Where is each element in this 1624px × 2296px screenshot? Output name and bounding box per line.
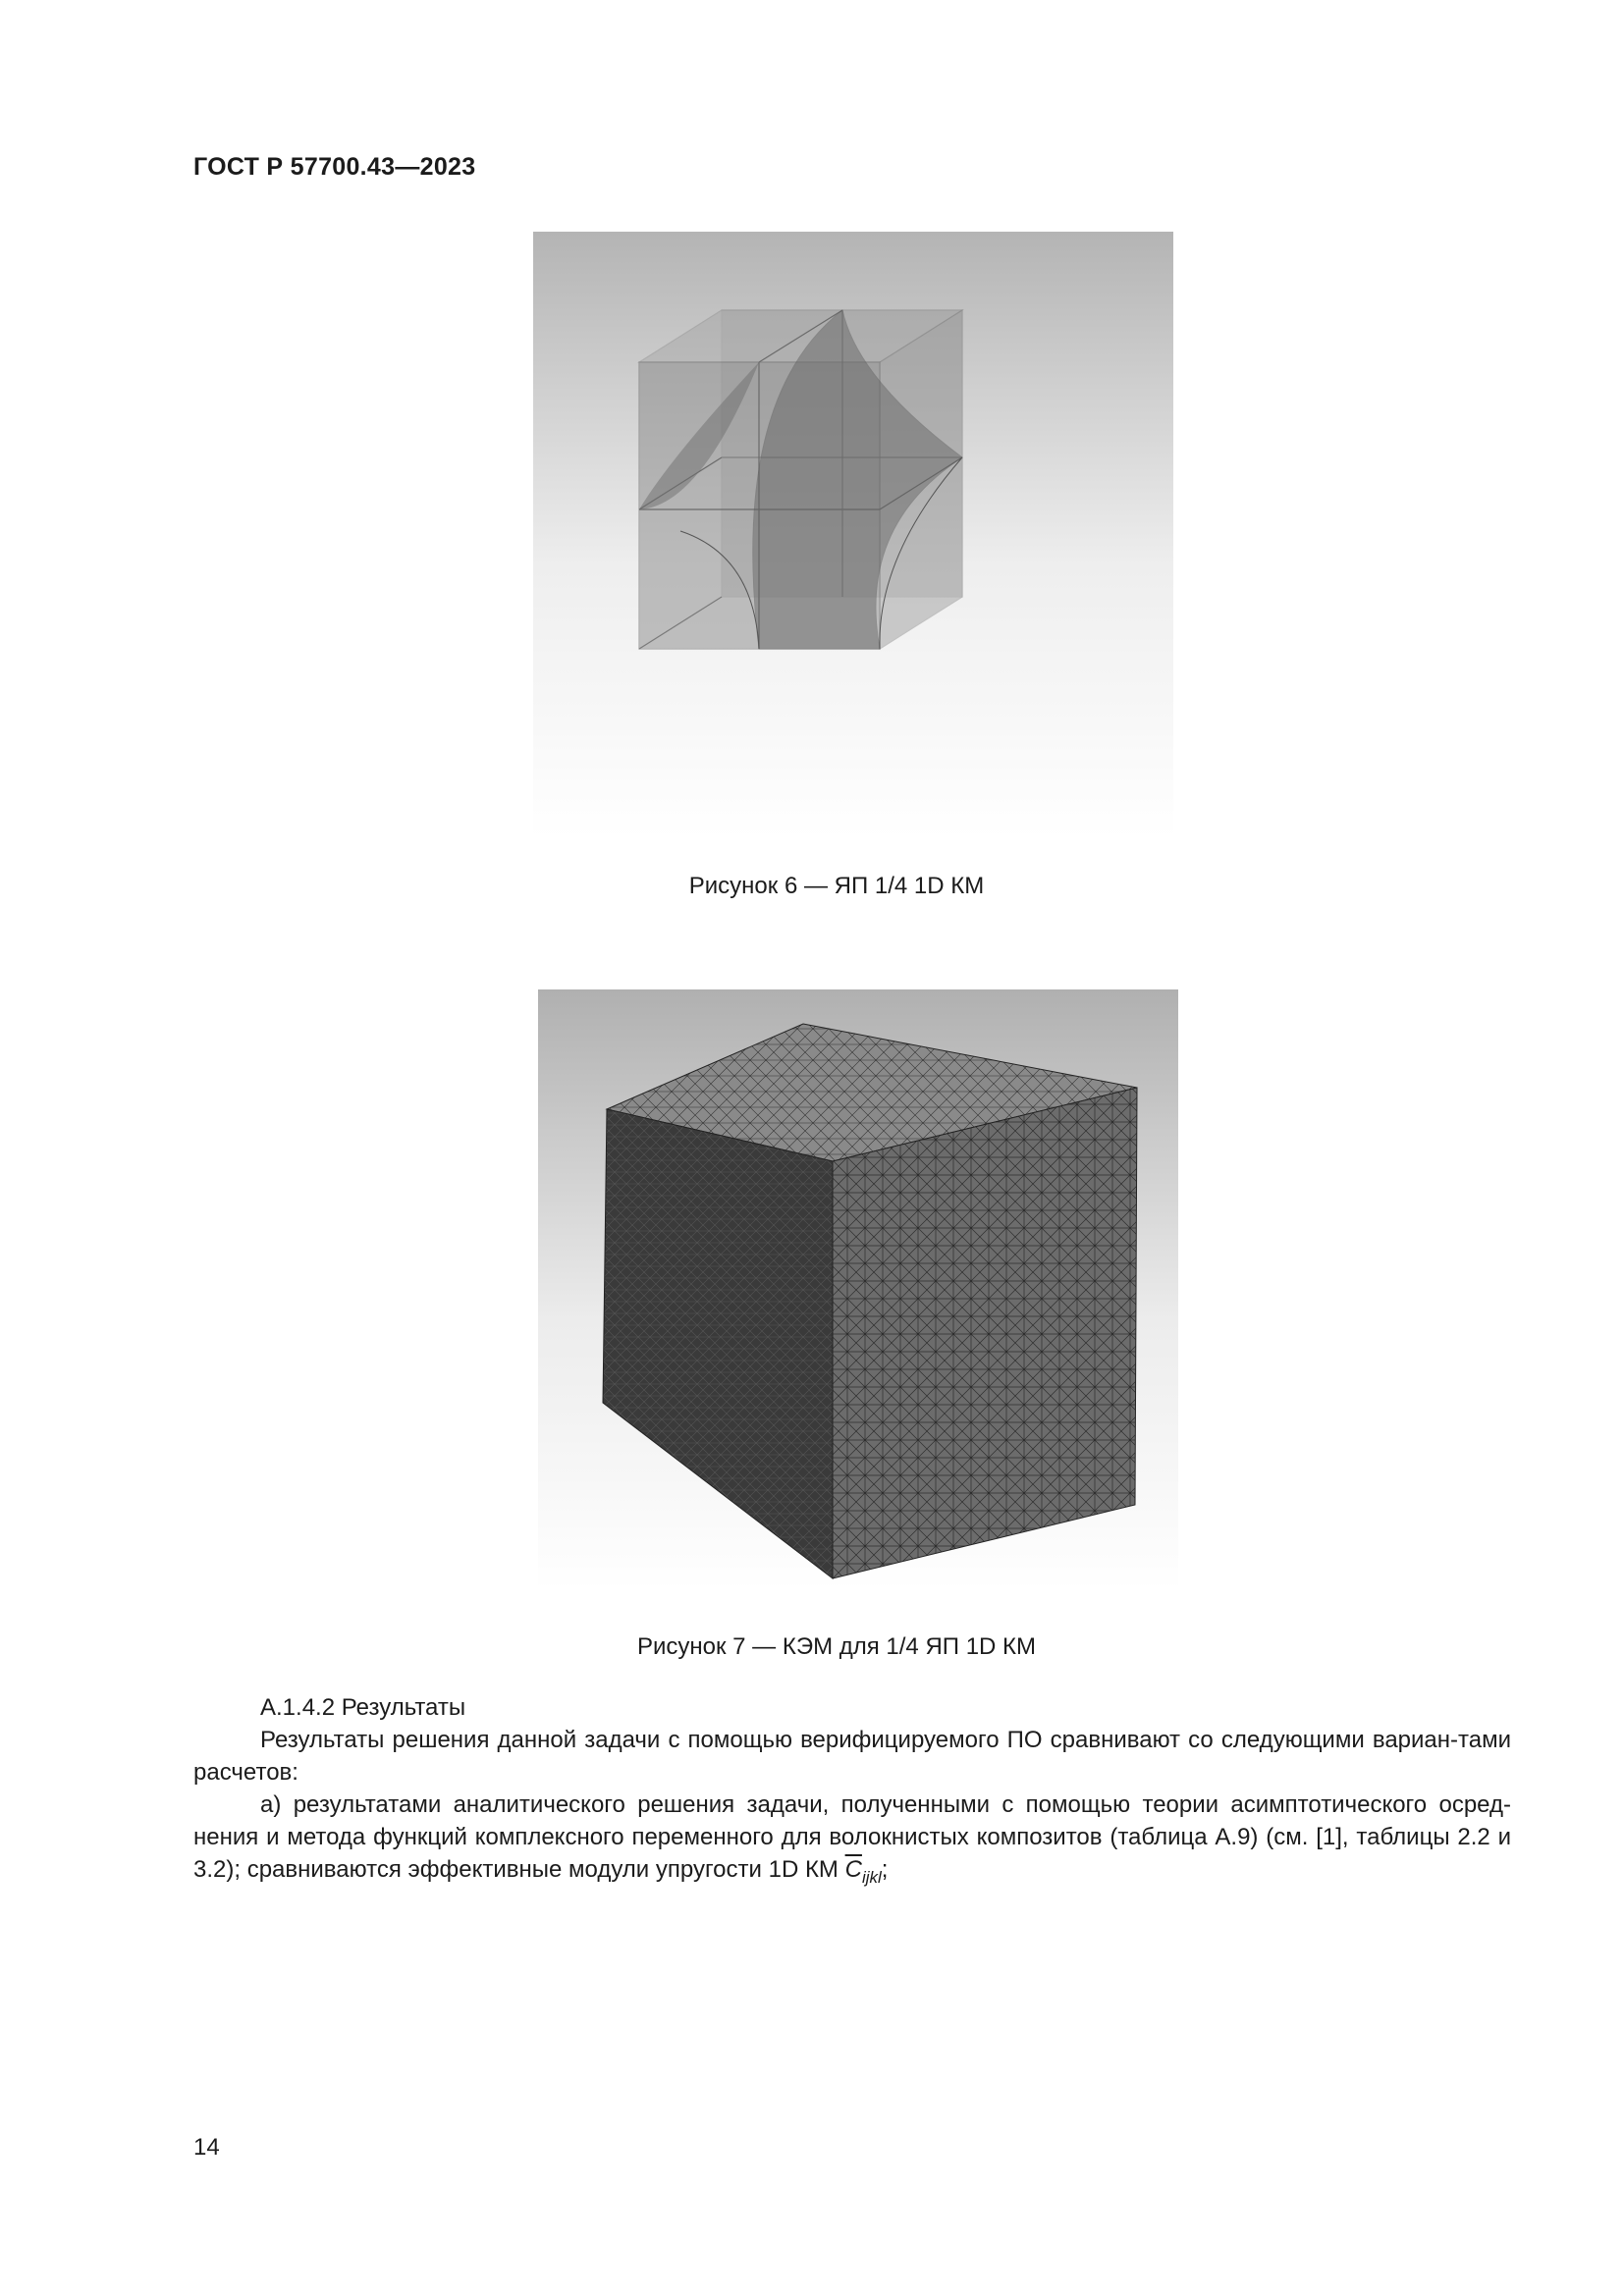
item-a-text: а) результатами аналитического решения задачи, полученными с помощью теории асимптотического осред-нения и метода функций комплексного переменного для волокнистых композитов (таблица А.9) (см. [1], таблицы 2.2 и 3.2); сравниваются эффективные модули упругости 1D КМ — [193, 1791, 1511, 1883]
modulus-subscript: ijkl — [861, 1868, 882, 1887]
intro-paragraph: Результаты решения данной задачи с помощью верифицируемого ПО сравнивают со следующими вариан-тами расчетов: — [193, 1727, 1511, 1786]
figure-7-mesh-model-image — [538, 989, 1178, 1590]
unit-cell-drawing — [533, 232, 1173, 838]
section-body — [193, 1691, 1511, 1894]
figure-6-caption: Рисунок 6 — ЯП 1/4 1D КМ — [688, 873, 985, 899]
modulus-symbol: $\overline{C}$ — [844, 1856, 862, 1883]
figure-7-caption: Рисунок 7 — КЭМ для 1/4 ЯП 1D КМ — [636, 1633, 1037, 1660]
item-a-paragraph — [193, 1789, 1511, 1894]
document-header: ГОСТ Р 57700.43—2023 — [193, 153, 476, 181]
item-a-end: ; — [881, 1856, 889, 1883]
mesh-cube-drawing — [538, 989, 1178, 1590]
page-number: 14 — [193, 2134, 220, 2161]
figure-6-unit-cell-image — [533, 232, 1173, 838]
section-heading: А.1.4.2 Результаты — [260, 1694, 466, 1721]
